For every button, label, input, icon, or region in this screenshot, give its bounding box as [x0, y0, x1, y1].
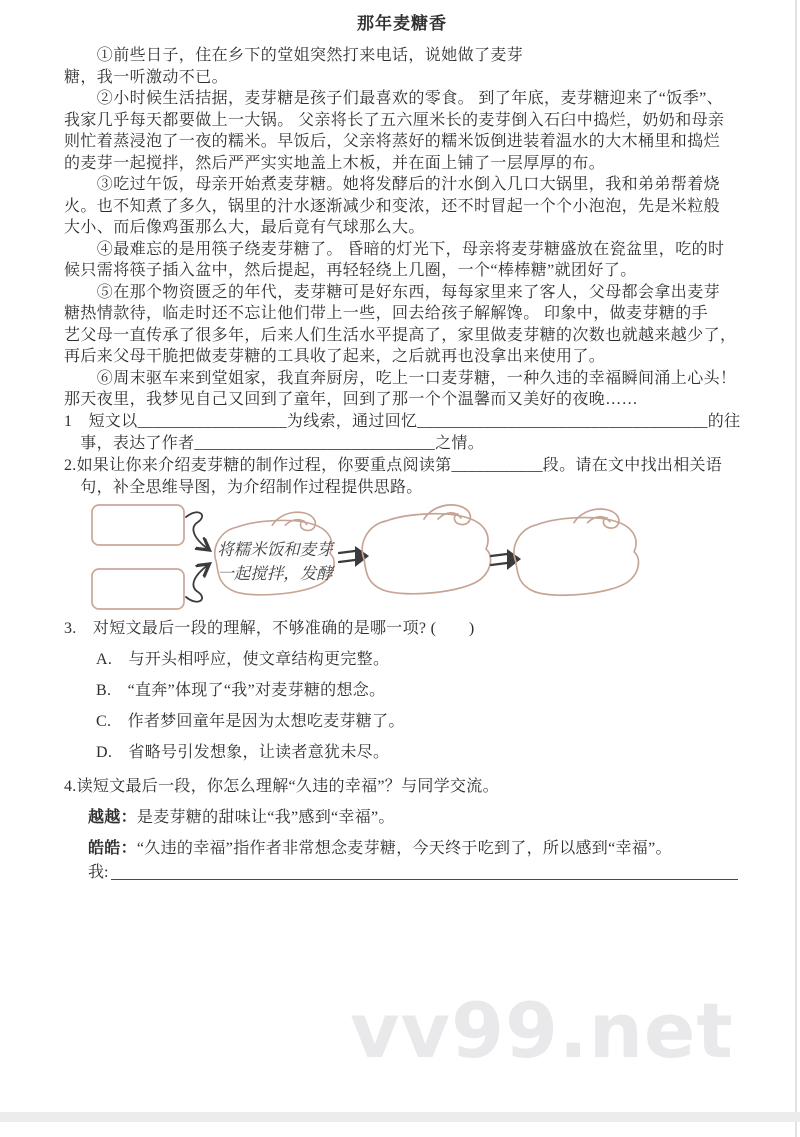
- question-4: [64, 776, 740, 884]
- answer-speaker: 皓皓：: [88, 839, 137, 857]
- passage-line: ④最难忘的是用筷子绕麦芽糖了。 昏暗的灯光下，母亲将麦芽糖盛放在瓷盆里，吃的时: [64, 240, 725, 258]
- question-2-line: 句，补全思维导图，为介绍制作过程提供思路。: [64, 478, 423, 496]
- passage-line: ③吃过午饭，母亲开始煮麦芽糖。她将发酵后的汁水倒入几口大锅里，我和弟弟帮着烧: [64, 176, 721, 193]
- question-3-option: D. 省略号引发想象，让读者意犹未尽。: [96, 743, 390, 761]
- passage-line: ②小时候生活拮据，麦芽糖是孩子们最喜欢的零食。 到了年底，麦芽糖迎来了“饭季”、: [64, 90, 724, 107]
- flow-input-box-1: [92, 505, 184, 545]
- bubble-text-line-1: 将糯米饭和麦芽: [217, 539, 333, 559]
- question-3-option: A. 与开头相呼应，使文章结构更完整。: [96, 650, 390, 668]
- passage-line: 候只需将筷子插入盆中，然后提起，再轻轻绕上几圈，一个“棒棒糖”就团好了。: [64, 262, 637, 279]
- passage-line: ⑥周末驱车来到堂姐家，我直奔厨房，吃上一口麦芽糖，一种久违的幸福瞬间涌上心头！: [64, 369, 737, 387]
- question-3-option: B. “直奔”体现了“我”对麦芽糖的想念。: [96, 681, 386, 699]
- passage-line: 糖，我一听激动不已。: [64, 68, 229, 86]
- sample-answer-line: [64, 838, 740, 860]
- reading-passage: [64, 45, 740, 411]
- flow-step-bubble-2: [362, 504, 490, 593]
- passage-line: 再后来父母干脆把做麦芽糖的工具收了起来，之后就再也没拿出来使用了。: [64, 348, 606, 365]
- answer-text: 是麦芽糖的甜味让“我”感到“幸福”。: [136, 808, 395, 826]
- question-2-line: 2.如果让你来介绍麦芽糖的制作过程，你要重点阅读第___________段。请在文中找出相关语: [64, 456, 723, 474]
- flow-diagram: [88, 501, 648, 613]
- passage-line: ①前些日子，住在乡下的堂姐突然打来电话，说她做了麦芽: [64, 47, 524, 64]
- my-answer-label: 我:: [88, 863, 109, 881]
- passage-line: 则忙着蒸浸泡了一夜的糯米。早饭后，父亲将蒸好的糯米饭倒进装着温水的大木桶里和捣烂: [64, 133, 721, 150]
- passage-line: 火。也不知煮了多久，锅里的汁水逐渐减少和变浓，还不时冒起一个个小泡泡，先是米粒般: [64, 197, 721, 215]
- curly-arrow-top-icon: [186, 512, 208, 549]
- question-2: [64, 455, 740, 499]
- flow-input-box-2: [92, 569, 184, 609]
- scan-bottom-band: [0, 1112, 800, 1122]
- watermark: vv99.net: [350, 986, 734, 1075]
- sample-answer-line: [64, 807, 740, 829]
- question-1: [64, 411, 740, 455]
- answer-speaker: 越越：: [88, 808, 137, 826]
- passage-line: 糖热情款待，临走时还不忘让他们带上一些，回去给孩子解解馋。 印象中，做麦芽糖的手: [64, 305, 709, 322]
- passage-line: 大小、而后像鸡蛋那么大，最后竟有气球那么大。: [64, 219, 425, 236]
- passage-line: 艺父母一直传承了很多年，后来人们生活水平提高了，家里做麦芽糖的次数也就越来越少了，: [64, 326, 737, 344]
- passage-line: 那天夜里，我梦见自己又回到了童年，回到了那一个个温馨而又美好的夜晚……: [64, 391, 639, 408]
- page-edge-line: [795, 0, 797, 1137]
- question-3-stem: 3. 对短文最后一段的理解，不够准确的是哪一项? ( ): [64, 619, 475, 637]
- mix-ferment-bubble: [215, 512, 335, 595]
- question-4-stem: 4.读短文最后一段，你怎么理解“久违的幸福”？与同学交流。: [64, 777, 499, 795]
- passage-line: 我家几乎每天都要做上一大锅。 父亲将长了五六厘米长的麦芽倒入石臼中捣烂，奶奶和母亲: [64, 111, 725, 129]
- flow-step-bubble-3: [514, 509, 638, 595]
- passage-line: ⑤在那个物资匮乏的年代，麦芽糖可是好东西，每每家里来了客人，父母都会拿出麦芽: [64, 283, 721, 301]
- curly-arrow-bottom-icon: [186, 565, 208, 602]
- bubble-text-line-2: 一起搅拌，发酵: [217, 563, 333, 583]
- page-title: 那年麦糖香: [357, 14, 447, 33]
- answer-blank-line: [111, 862, 738, 880]
- answer-text: “久违的幸福”指作者非常想念麦芽糖，今天终于吃到了，所以感到“幸福”。: [136, 839, 672, 857]
- worksheet-content: [64, 0, 740, 884]
- question-1-line: 事，表达了作者_____________________________之情。: [64, 434, 484, 452]
- question-3: [64, 618, 740, 764]
- my-answer-line: [64, 862, 740, 884]
- passage-line: 的麦芽一起搅拌，然后严严实实地盖上木板，并在面上铺了一层厚厚的布。: [64, 154, 606, 172]
- question-1-line: 1 短文以__________________为线索，通过回忆___________________________________的往: [64, 412, 741, 430]
- question-3-option: C. 作者梦回童年是因为太想吃麦芽糖了。: [96, 712, 405, 730]
